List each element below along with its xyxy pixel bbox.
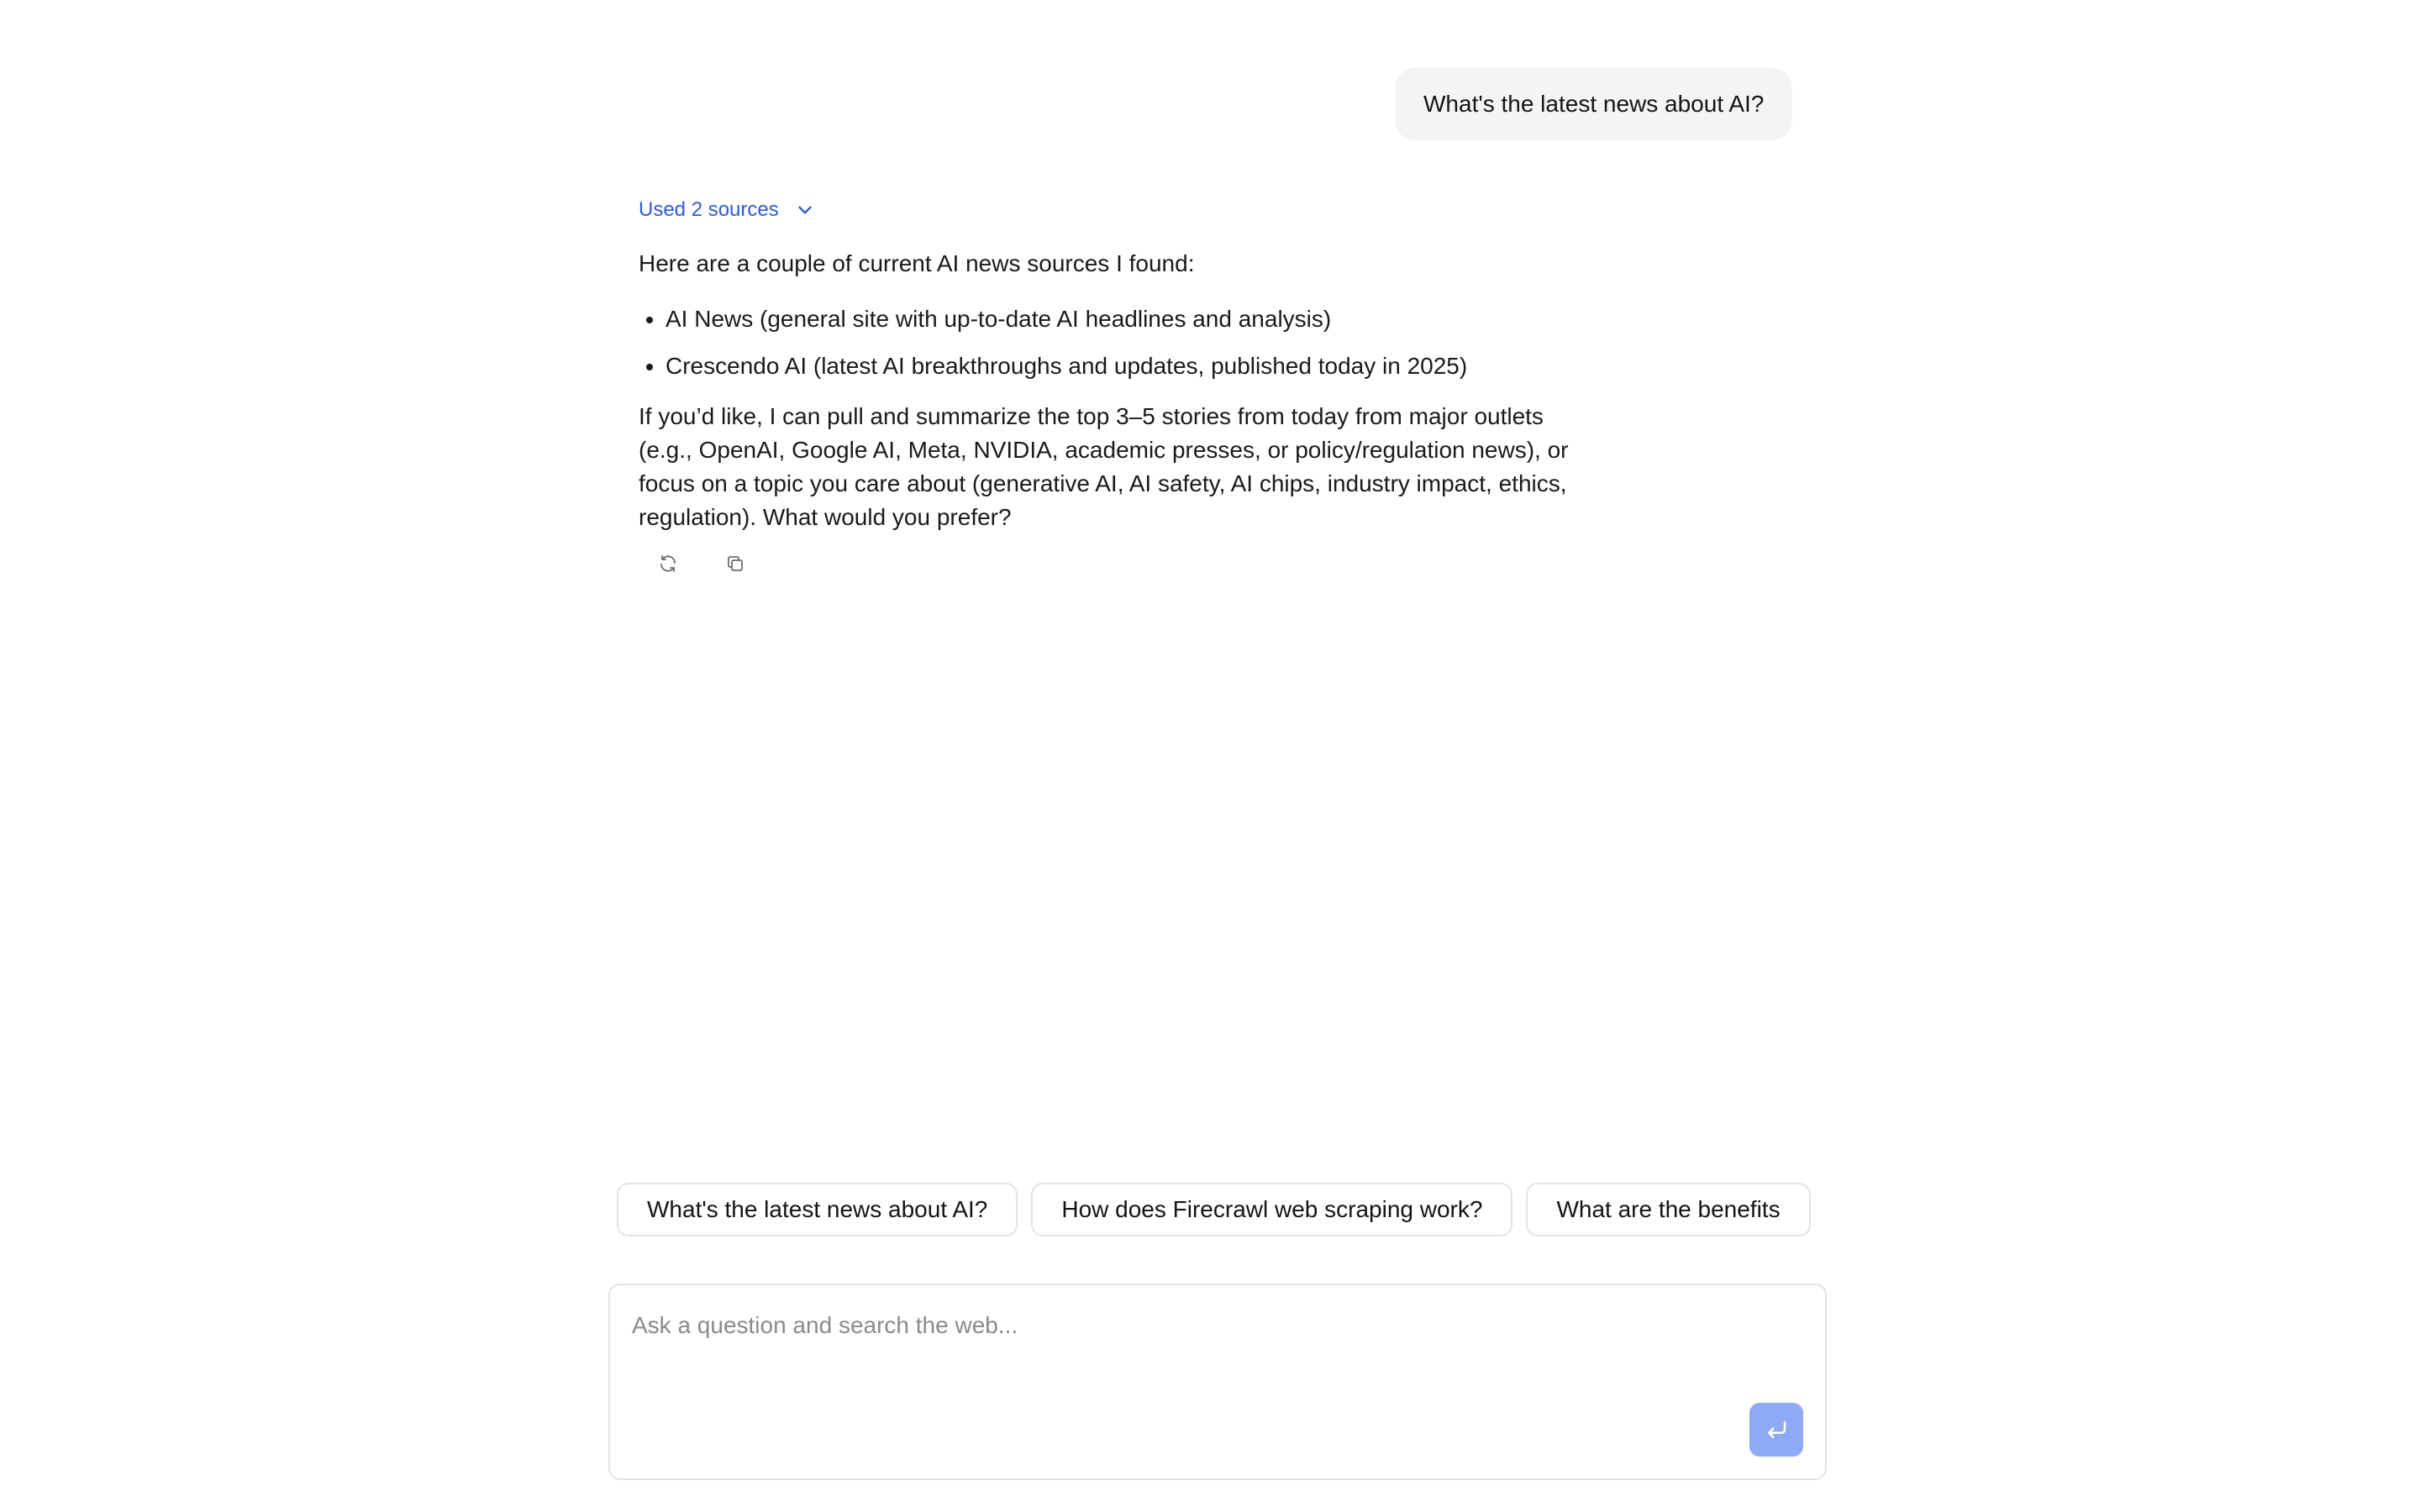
suggestion-chip[interactable]: What are the benefits: [1526, 1183, 1810, 1236]
list-item: • AI News (general site with up-to-date AI headlines and analysis): [666, 302, 1563, 336]
chevron-down-icon: [794, 199, 816, 221]
answer-followup: If you’d like, I can pull and summarize the top 3–5 stories from today from major outlets (e.g., OpenAI, Google AI, Meta, NVIDIA, academic presses, or policy/regulation news), or focus on a topic you care about (generative AI, AI safety, AI chips, industry impact, ethics, regulation). What would you prefer?: [639, 403, 1569, 530]
composer: [608, 1284, 1827, 1480]
search-input[interactable]: [632, 1309, 1724, 1426]
assistant-message: [639, 192, 1569, 578]
suggestions-bar: [617, 1183, 1827, 1240]
answer-list: [639, 302, 1563, 383]
sources-label: Used 2 sources: [639, 198, 779, 221]
send-button[interactable]: [1749, 1403, 1803, 1457]
suggestions: [617, 1183, 1827, 1236]
copy-icon: [725, 554, 745, 574]
suggestion-chip[interactable]: What's the latest news about AI?: [617, 1183, 1018, 1236]
sources-toggle[interactable]: [639, 192, 1563, 228]
list-item: • Crescendo AI (latest AI breakthroughs and updates, published today in 2025): [666, 349, 1563, 383]
answer-intro: Here are a couple of current AI news sources I found:: [639, 250, 1195, 276]
suggestion-chip[interactable]: How does Firecrawl web scraping work?: [1031, 1183, 1512, 1236]
enter-return-icon: [1764, 1417, 1789, 1442]
refresh-icon: [658, 554, 678, 574]
regenerate-button[interactable]: [654, 549, 682, 578]
user-message-bubble: What's the latest news about AI?: [1395, 67, 1792, 141]
copy-button[interactable]: [721, 549, 750, 578]
message-actions: [654, 549, 1563, 578]
